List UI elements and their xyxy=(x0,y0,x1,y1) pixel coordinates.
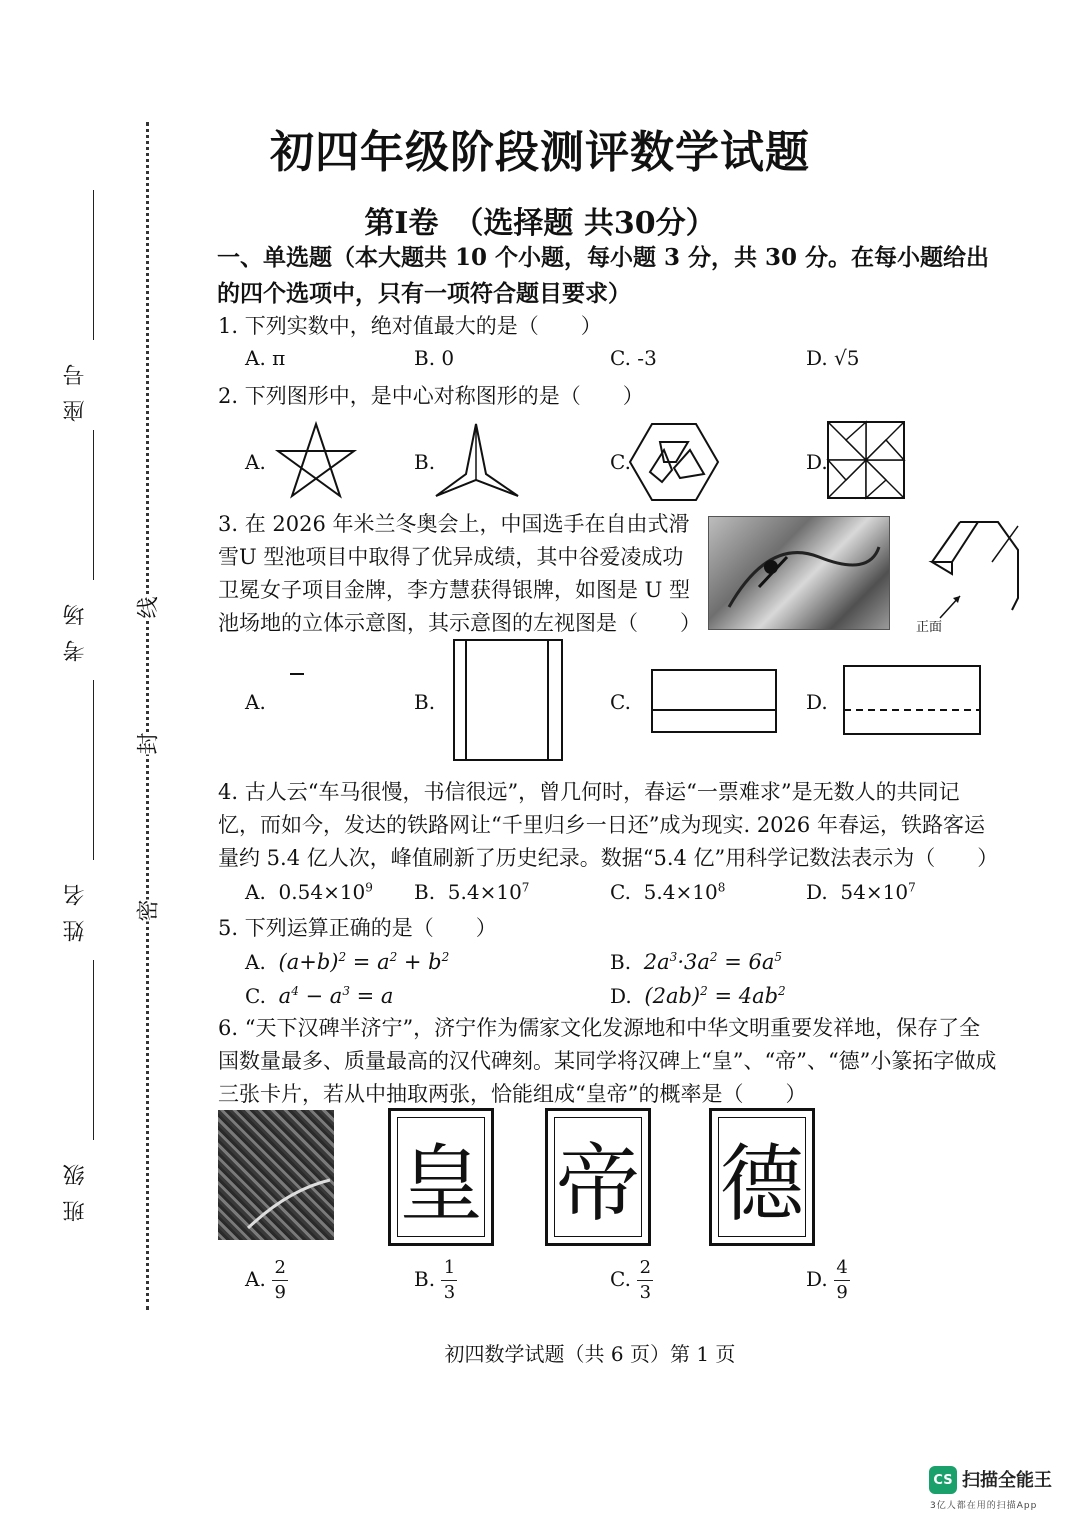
q6-fraction-c xyxy=(637,1258,653,1303)
q5-label-c: C. xyxy=(245,984,266,1008)
q5-expression-c: $a^4 - a^3 = a$ xyxy=(278,984,394,1008)
q4-label-d: D. xyxy=(806,880,828,904)
q4-option-a xyxy=(245,880,373,904)
q3-option-a-u-shape xyxy=(288,670,394,732)
page-title: 初四年级阶段测评数学试题 xyxy=(270,127,810,178)
binding-rule-4 xyxy=(93,960,94,1140)
q6-numerator-c: 2 xyxy=(639,1257,652,1278)
q3-option-b-tall-rect xyxy=(452,638,564,762)
q3-option-d-rect-dashed xyxy=(842,664,982,736)
binding-label-name: 姓名 xyxy=(63,870,88,942)
q4-exponent-b: 7 xyxy=(521,880,530,895)
q5-stem: 5. 下列运算正确的是（ ） xyxy=(218,916,497,940)
q6-fraction-d xyxy=(834,1258,850,1303)
q1-stem: 1. 下列实数中，绝对值最大的是（ ） xyxy=(218,314,602,338)
q1-option-b: B. 0 xyxy=(414,346,455,370)
q5-label-d: D. xyxy=(610,984,632,1008)
q5-expression-a: $(a+b)^2 = a^2 + b^2$ xyxy=(278,950,450,974)
binding-label-class: 班级 xyxy=(63,1150,88,1222)
section-heading: 一、单选题（本大题共 10 个小题，每小题 3 分，共 30 分。在每小题给出的四个选项中，只有一项符合题目要求） xyxy=(217,244,990,307)
q5-option-a xyxy=(245,950,449,974)
q2-stem: 2. 下列图形中，是中心对称图形的是（ ） xyxy=(218,384,644,408)
q6-denominator-c: 3 xyxy=(639,1282,652,1303)
binding-dotted-line xyxy=(146,122,149,1310)
q6-stele-rubbing-photo xyxy=(218,1110,334,1240)
q4-mantissa-c: 5.4×10 xyxy=(643,880,718,904)
q4-label-a: A. xyxy=(245,880,266,904)
scanner-app-name: 扫描全能王 xyxy=(962,1470,1052,1491)
q4-label-c: C. xyxy=(610,880,631,904)
q6-label-a: A. xyxy=(245,1267,266,1291)
q5-option-c xyxy=(245,984,393,1008)
q6-numerator-a: 2 xyxy=(274,1257,286,1278)
volume-subtitle: 第Ⅰ卷 （选择题 共30分） xyxy=(364,206,716,241)
q5-option-b xyxy=(610,950,782,974)
q6-denominator-a: 9 xyxy=(274,1282,286,1303)
q4-mantissa-d: 54×10 xyxy=(840,880,909,904)
q3-stem: 3. 在 2026 年米兰冬奥会上，中国选手在自由式滑雪U 型池项目中取得了优异成绩，其中谷爱凌成功卫冕女子项目金牌，李方慧获得银牌，如图是 U 型池场地的立体示意图，其示意图的左视图是（ ） xyxy=(218,512,701,635)
q6-stem: 6. “天下汉碑半济宁”，济宁作为儒家文化发源地和中华文明重要发祥地，保存了全国数量最多、质量最高的汉代碑刻。某同学将汉碑上“皇”、“帝”、“德”小篆拓字做成三张卡片，若从中抽取两张，恰能组成“皇帝”的概率是（ ） xyxy=(218,1016,997,1106)
q6-card-di xyxy=(545,1108,651,1246)
q5-label-b: B. xyxy=(610,950,632,974)
page-footer: 初四数学试题（共 6 页）第 1 页 xyxy=(444,1342,736,1366)
q6-card-de-glyph: 德 xyxy=(718,1117,806,1237)
binding-rule-2 xyxy=(93,430,94,580)
q6-label-b: B. xyxy=(414,1267,436,1291)
binding-seal-xian: 线 xyxy=(132,596,163,618)
q6-numerator-d: 4 xyxy=(836,1257,848,1278)
q4-exponent-c: 8 xyxy=(717,880,726,895)
q2-figure-star xyxy=(274,420,358,500)
q6-fraction-b xyxy=(441,1258,457,1303)
q1-option-c: C. -3 xyxy=(610,346,657,370)
q4-option-b xyxy=(414,880,529,904)
q6-card-huang xyxy=(388,1108,494,1246)
q2-label-b: B. xyxy=(414,450,436,474)
q4-exponent-a: 9 xyxy=(365,880,373,895)
q2-label-d: D. xyxy=(806,450,828,474)
q4-option-c xyxy=(610,880,725,904)
q3-label-a: A. xyxy=(245,690,266,714)
q6-fraction-a xyxy=(272,1258,288,1303)
q5-label-a: A. xyxy=(245,950,266,974)
q3-halfpipe-photo xyxy=(708,516,890,630)
q2-label-a: A. xyxy=(245,450,266,474)
q3-option-c-rect-solid xyxy=(650,668,778,734)
scanner-logo-icon: CS xyxy=(929,1466,957,1494)
q4-exponent-d: 7 xyxy=(908,880,916,895)
q3-front-label: 正面 xyxy=(916,620,943,635)
binding-seal-feng: 封 xyxy=(132,732,163,754)
q2-label-c: C. xyxy=(610,450,631,474)
q2-figure-pinwheel xyxy=(826,420,906,500)
q6-label-c: C. xyxy=(610,1267,631,1291)
q3-label-d: D. xyxy=(806,690,828,714)
q6-card-de xyxy=(709,1108,815,1246)
q3-label-c: C. xyxy=(610,690,631,714)
q2-figure-tri-blade xyxy=(432,420,522,500)
q1-option-a: A. π xyxy=(245,346,286,370)
q1-option-d: D. √5 xyxy=(806,346,860,370)
q6-option-a xyxy=(245,1258,288,1303)
q4-mantissa-a: 0.54×10 xyxy=(278,880,366,904)
q5-expression-d: $(2ab)^2 = 4ab^2$ xyxy=(644,984,786,1008)
q6-denominator-b: 3 xyxy=(443,1282,456,1303)
q6-denominator-d: 9 xyxy=(836,1282,848,1303)
q6-option-c xyxy=(610,1258,653,1303)
q6-option-d xyxy=(806,1258,850,1303)
binding-label-seat: 座号 xyxy=(63,350,88,422)
q5-option-d xyxy=(610,984,786,1008)
q6-card-di-glyph: 帝 xyxy=(554,1117,642,1237)
q6-numerator-b: 1 xyxy=(443,1257,456,1278)
binding-seal-mi: 密 xyxy=(132,899,163,921)
q2-figure-recycle-hexagon xyxy=(628,420,720,504)
binding-label-room: 考场 xyxy=(63,590,88,662)
q6-option-b xyxy=(414,1258,457,1303)
q4-label-b: B. xyxy=(414,880,436,904)
q4-stem: 4. 古人云“车马很慢，书信很远”，曾几何时，春运“一票难求”是无数人的共同记忆，而如今，发达的铁路网让“千里归乡一日还”成为现实. 2026 年春运，铁路客运量约 5.4 亿人次，峰值刷新了历史纪录。数据“5.4 亿”用科学记数法表示为（ ） xyxy=(218,780,999,870)
q5-expression-b: $2a^3\cdot 3a^2 = 6a^5$ xyxy=(643,950,782,974)
q6-card-huang-glyph: 皇 xyxy=(397,1117,485,1237)
q4-option-d xyxy=(806,880,916,904)
q3-label-b: B. xyxy=(414,690,436,714)
binding-rule-3 xyxy=(93,680,94,860)
q4-mantissa-b: 5.4×10 xyxy=(447,880,522,904)
scanner-app-tagline: 3亿人都在用的扫描App xyxy=(930,1501,1038,1511)
q6-label-d: D. xyxy=(806,1267,828,1291)
